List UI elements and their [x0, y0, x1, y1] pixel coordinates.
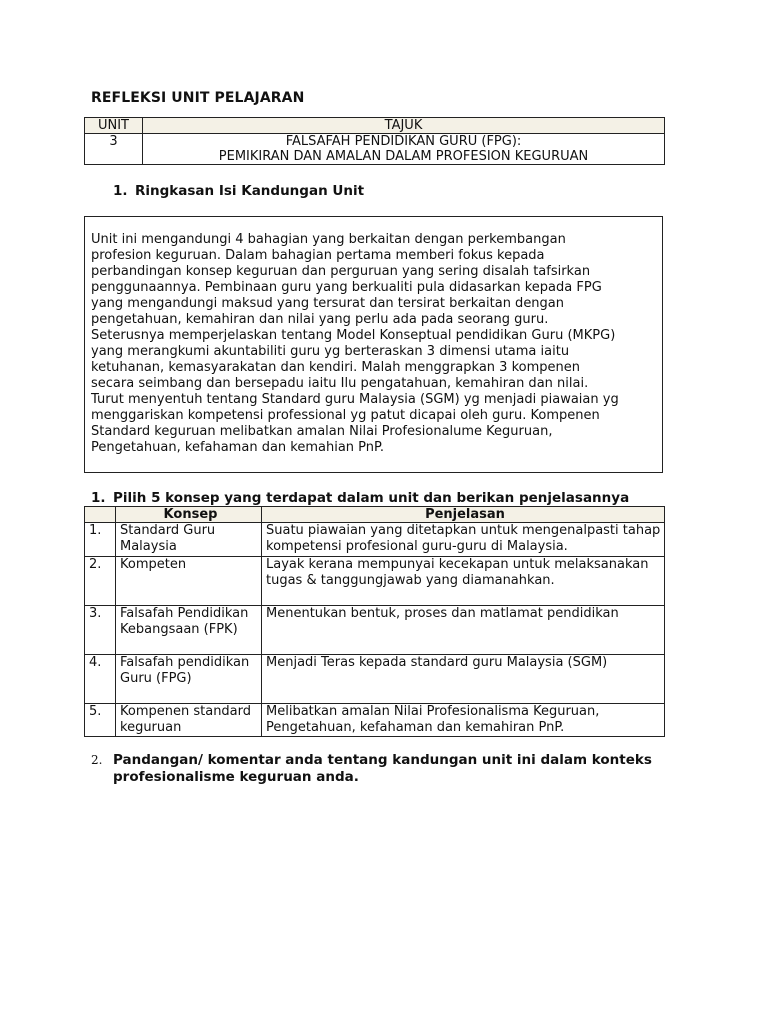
summary-line: Unit ini mengandungi 4 bahagian yang berkaitan dengan perkembangan — [91, 232, 566, 247]
row-number: 1. — [85, 523, 116, 557]
summary-line: yang mengandungi maksud yang tersurat dan tersirat berkaitan dengan — [91, 296, 565, 311]
unit-title-line-2: PEMIKIRAN DAN AMALAN DALAM PROFESION KEGURUAN — [218, 149, 589, 164]
section-3-heading — [91, 752, 671, 786]
section-2-title: Pilih 5 konsep yang terdapat dalam unit dan berikan penjelasannya — [113, 490, 630, 506]
table-row — [85, 606, 665, 655]
summary-line: profesion keguruan. Dalam bahagian pertama memberi fokus kepada — [91, 248, 545, 263]
row-number: 3. — [85, 606, 116, 655]
section-2-number: 1. — [91, 490, 106, 506]
row-number: 4. — [85, 655, 116, 704]
unit-table — [84, 117, 665, 165]
unit-header: UNIT — [85, 118, 143, 134]
tajuk-header: TAJUK — [143, 118, 665, 134]
section-1-title: Ringkasan Isi Kandungan Unit — [135, 183, 365, 199]
summary-line: Standard keguruan melibatkan amalan Nilai Profesionalume Keguruan, — [91, 424, 553, 439]
unit-title — [143, 134, 665, 165]
section-3-title: Pandangan/ komentar anda tentang kandungan unit ini dalam konteks profesionalisme keguruan anda. — [113, 752, 652, 785]
unit-table-row — [85, 134, 665, 165]
no-header — [85, 507, 116, 523]
row-penjelasan: Menentukan bentuk, proses dan matlamat pendidikan — [262, 606, 665, 655]
konsep-header: Konsep — [116, 507, 262, 523]
row-konsep: Standard Guru Malaysia — [116, 523, 262, 557]
summary-line: secara seimbang dan bersepadu iaitu Ilu pengatahuan, kemahiran dan nilai. — [91, 376, 589, 391]
table-row — [85, 523, 665, 557]
summary-line: menggariskan kompetensi professional yg patut dicapai oleh guru. Kompenen — [91, 408, 600, 423]
summary-line: ketuhanan, kemasyarakatan dan kendiri. Malah menggrapkan 3 kompenen — [91, 360, 580, 375]
summary-line: yang merangkumi akuntabiliti guru yg berteraskan 3 dimensi utama iaitu — [91, 344, 570, 359]
table-row — [85, 557, 665, 606]
summary-line: pengetahuan, kemahiran dan nilai yang perlu ada pada seorang guru. — [91, 312, 549, 327]
row-penjelasan: Melibatkan amalan Nilai Profesionalisma Keguruan, Pengetahuan, kefahaman dan kemahiran PnP. — [262, 704, 665, 737]
row-konsep: Falsafah pendidikan Guru (FPG) — [116, 655, 262, 704]
row-penjelasan: Menjadi Teras kepada standard guru Malaysia (SGM) — [262, 655, 665, 704]
summary-line: Seterusnya memperjelaskan tentang Model Konseptual pendidikan Guru (MKPG) — [91, 328, 616, 343]
section-1-number: 1. — [113, 183, 128, 199]
concept-table — [84, 506, 665, 737]
row-number: 2. — [85, 557, 116, 606]
section-1-heading — [113, 183, 364, 199]
summary-line: Turut menyentuh tentang Standard guru Malaysia (SGM) yg menjadi piawaian yg — [91, 392, 619, 407]
row-penjelasan: Layak kerana mempunyai kecekapan untuk melaksanakan tugas & tanggungjawab yang diamanahkan. — [262, 557, 665, 606]
concept-table-header-row — [85, 507, 665, 523]
table-row — [85, 655, 665, 704]
page-title: REFLEKSI UNIT PELAJARAN — [91, 90, 305, 106]
table-row — [85, 704, 665, 737]
row-konsep: Kompeten — [116, 557, 262, 606]
summary-line: perbandingan konsep keguruan dan perguruan yang sering disalah tafsirkan — [91, 264, 591, 279]
row-number: 5. — [85, 704, 116, 737]
row-penjelasan: Suatu piawaian yang ditetapkan untuk mengenalpasti tahap kompetensi profesional guru-guru di Malaysia. — [262, 523, 665, 557]
section-2-heading — [91, 490, 629, 506]
row-konsep: Falsafah Pendidikan Kebangsaan (FPK) — [116, 606, 262, 655]
unit-title-line-1: FALSAFAH PENDIDIKAN GURU (FPG): — [285, 134, 522, 149]
section-3-number: 2. — [91, 753, 103, 767]
summary-line: Pengetahuan, kefahaman dan kemahian PnP. — [91, 440, 384, 455]
summary-box — [84, 216, 663, 473]
row-konsep: Kompenen standard keguruan — [116, 704, 262, 737]
penjelasan-header: Penjelasan — [262, 507, 665, 523]
unit-number: 3 — [85, 134, 143, 165]
summary-line: penggunaannya. Pembinaan guru yang berkualiti pula didasarkan kepada FPG — [91, 280, 602, 295]
unit-table-header-row — [85, 118, 665, 134]
